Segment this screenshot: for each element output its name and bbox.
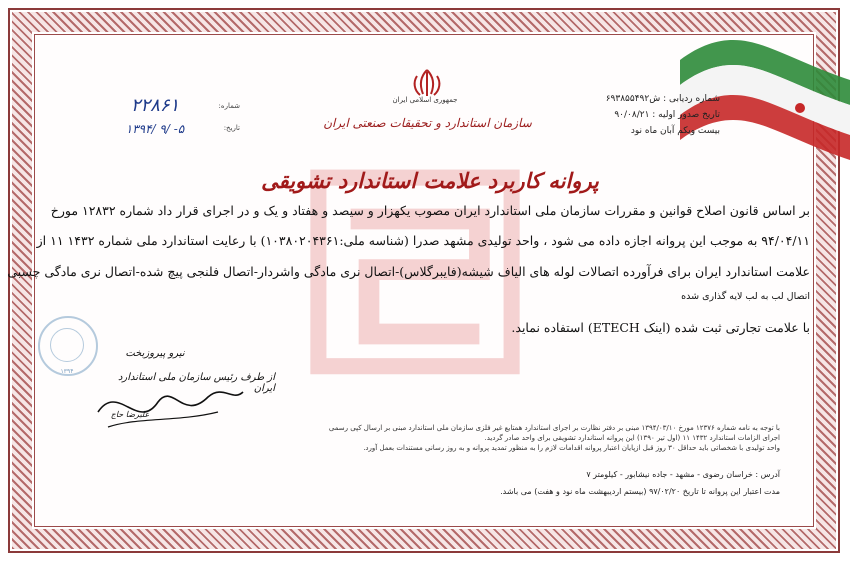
body-line-1: بر اساس قانون اصلاح قوانین و مقررات سازمان ملی استاندارد ایران مصوب یکهزار و سیصد و هفتاد و یک و در اجرای قرار داد شماره ۱۲۸۳۲ مورخ xyxy=(50,203,810,218)
address-line: آدرس : خراسان رضوی - مشهد - جاده نیشابور - کیلومتر ۷ xyxy=(586,470,780,479)
note-line-2: اجرای الزامات استاندارد ۱۴۳۲ ۱۱ (اول تیر ۱۳۹۰) این پروانه استاندارد تشویقی برای واحد صادر گردید. xyxy=(484,434,780,442)
body-line-3: علامت استاندارد ایران برای فرآورده اتصالات لوله های الیاف شیشه(فایبرگلاس)-اتصال نری مادگی واشردار-اتصال فلنجی پیچ شده-اتصال نری مادگی چسبی xyxy=(7,264,810,279)
note-line-1: با توجه به نامه شماره ۱۲۳۷۶ مورخ ۱۳۹۴/۰۳/۱۰ مبنی بر دفتر نظارت بر اجرای استاندارد همتایع غیر فلزی سازمان ملی استاندارد مبنی بر ارسال کپی رسمی xyxy=(328,424,780,432)
handwritten-number: ۲۲۸۶۱ xyxy=(130,95,180,116)
body-line-5: با علامت تجارتی ثبت شده (اینک ETECH) استفاده نماید. xyxy=(511,320,810,335)
handwritten-date: ۱۳۹۴/ ۹/ -۵ xyxy=(125,122,185,136)
first-issue-date-words: بیست ویکم آبان ماه نود xyxy=(630,126,720,136)
second-signer: علیرضا حاج xyxy=(110,410,150,419)
first-issue-date: تاریخ صدور اولیه : ۹۰/۰۸/۲۱ xyxy=(614,110,720,120)
country-name: جمهوری اسلامی ایران xyxy=(392,96,458,104)
tracking-number: شماره ردیابی : ش۶۹۳۸۵۵۴۹۲ xyxy=(605,94,720,104)
number-label: شماره: xyxy=(218,102,240,110)
organization-name: سازمان استاندارد و تحقیقات صنعتی ایران xyxy=(323,116,532,130)
date-label: تاریخ: xyxy=(223,124,240,132)
certificate-title: پروانه کاربرد علامت استاندارد تشویقی xyxy=(261,168,599,193)
validity-line: مدت اعتبار این پروانه تا تاریخ ۹۷/۰۲/۲۰ (بیستم اردیبهشت ماه نود و هفت) می باشد. xyxy=(500,487,780,496)
blue-stamp-icon xyxy=(38,316,98,376)
body-line-4: اتصال لب به لب لایه گذاری شده xyxy=(681,291,810,302)
body-line-2: ۹۴/۰۴/۱۱ به موجب این پروانه اجازه داده می شود ، واحد تولیدی مشهد صدرا (شناسه ملی:۱۰۳۸۰۲۰۴۳۶۱) با رعایت استاندارد ملی شماره ۱۴۳۲ ۱۱ از xyxy=(36,233,810,248)
stamp-text: ۱۳۹۴ xyxy=(60,368,74,375)
iran-emblem-icon xyxy=(407,68,447,98)
note-line-3: واحد تولیدی با شخصاتی باید حداقل ۳۰ روز قبل ازپایان اعتبار پروانه اقدامات لازم را به منظور تمدید پروانه و به روز رسانی مستندات بعمل آورد. xyxy=(363,444,780,452)
signer-name: نیرو پیروزبخت xyxy=(125,348,185,359)
signer-on-behalf: از طرف رئیس سازمان ملی استاندارد ایران xyxy=(117,372,275,394)
